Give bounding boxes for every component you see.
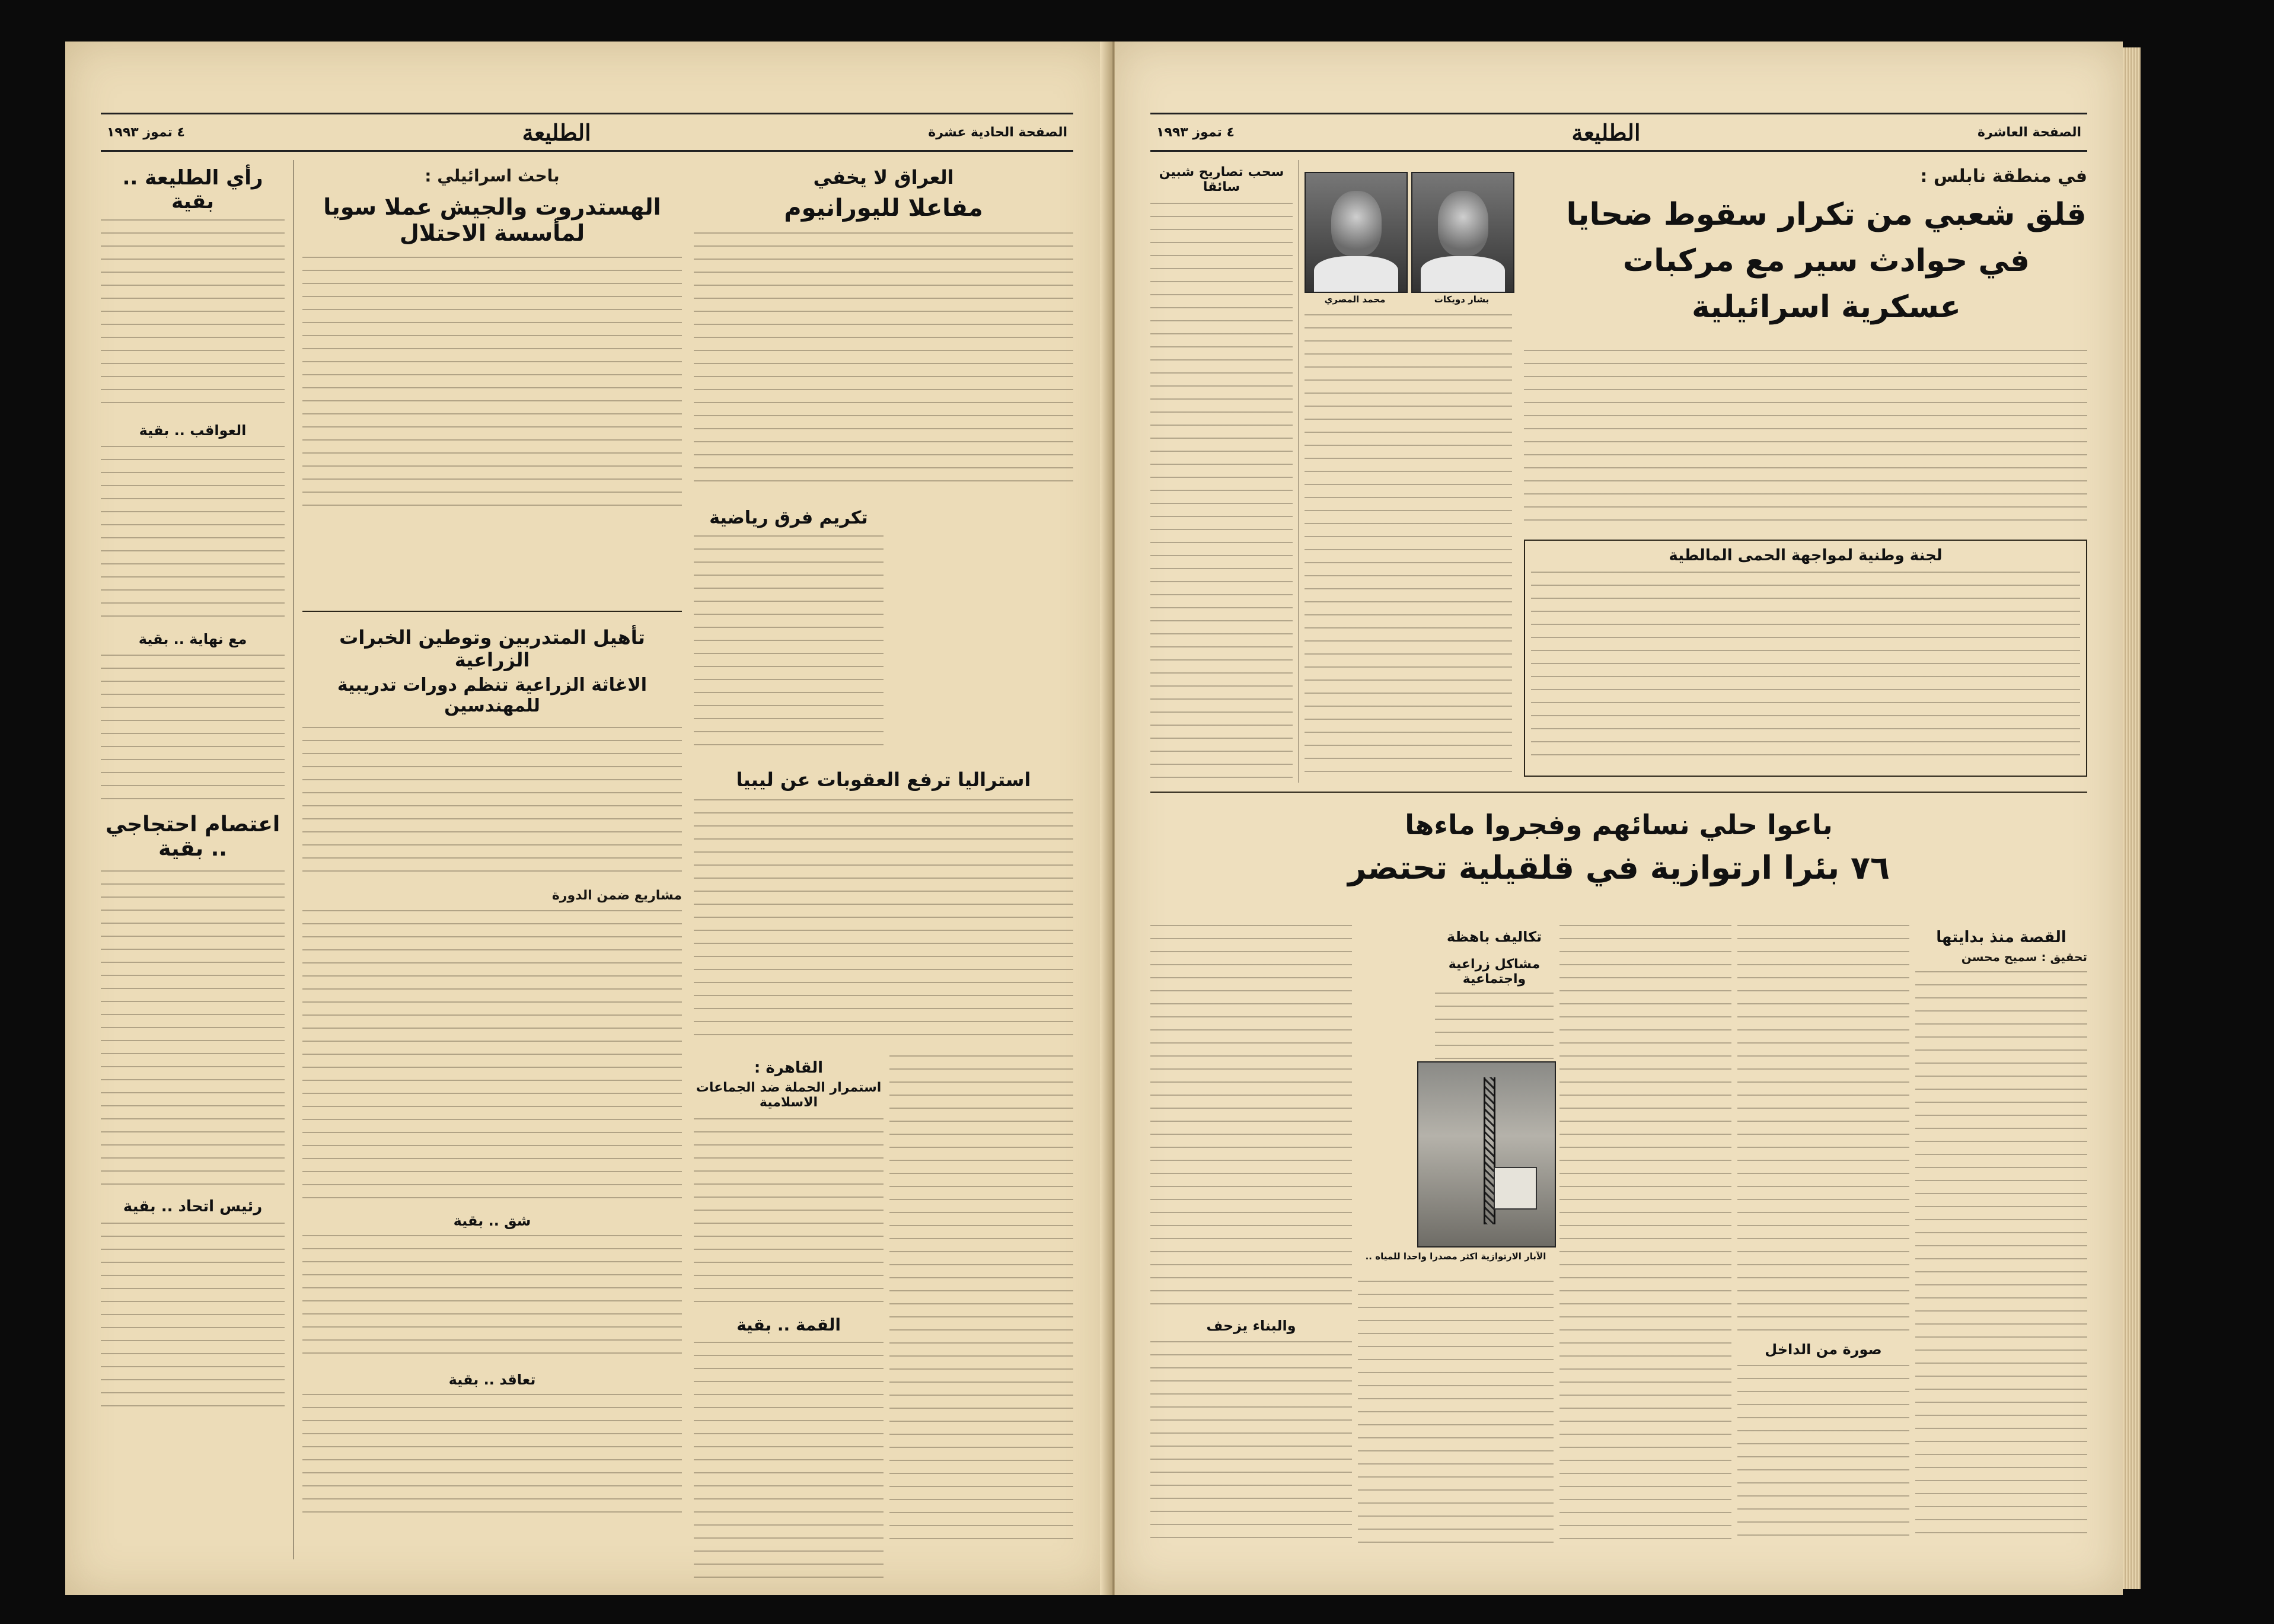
story-text-6 bbox=[1150, 1341, 1352, 1549]
building-creeps: والبناء يزحف bbox=[1206, 1317, 1296, 1334]
wells-rule bbox=[1150, 792, 2087, 793]
story-text-2 bbox=[1737, 925, 1909, 1334]
cairo-label: القاهرة : bbox=[754, 1059, 824, 1077]
cairo-headline: استمرار الحملة ضد الجماعات الاسلامية bbox=[696, 1080, 882, 1110]
nablus-kicker: في منطقة نابلس : bbox=[1920, 166, 2087, 187]
problems-title: مشاكل زراعية واجتماعية bbox=[1448, 957, 1541, 987]
nablus-text-b bbox=[1524, 350, 2087, 522]
right-page bbox=[1115, 42, 2123, 1595]
left-page bbox=[65, 42, 1109, 1595]
left-page-number: الصفحة الحادية عشرة bbox=[928, 125, 1067, 140]
story-text-4 bbox=[1559, 925, 1731, 1542]
inside-picture: صورة من الداخل bbox=[1765, 1341, 1882, 1358]
left-masthead: الطليعة bbox=[522, 119, 591, 146]
agri-projects: مشاريع ضمن الدورة bbox=[551, 888, 682, 903]
cairo-article bbox=[694, 1055, 884, 1559]
commentary-text-3 bbox=[101, 655, 285, 803]
story-col-left bbox=[1150, 925, 1352, 1553]
costs-title: تكاليف باهظة bbox=[1446, 929, 1542, 945]
right-masthead: الطليعة bbox=[1571, 119, 1641, 146]
right-columns bbox=[1150, 160, 2087, 1559]
right-page-number: الصفحة العاشرة bbox=[1978, 125, 2081, 140]
permits-sidebar bbox=[1150, 160, 1293, 783]
malta-fever-title: لجنة وطنية لمواجهة الحمى المالطية bbox=[1669, 547, 1943, 564]
nablus-headline: قلق شعبي من تكرار سقوط ضحايا في حوادث سير مع مركبات عسكرية اسرائيلية bbox=[1566, 197, 2087, 325]
commentary-text-4 bbox=[101, 870, 285, 1191]
story-author: تحقيق : سميح محسن bbox=[1961, 950, 2087, 964]
right-date: ٤ تموز ١٩٩٣ bbox=[1156, 125, 1235, 140]
story-text-1 bbox=[1915, 971, 2087, 1540]
page-edges bbox=[2123, 47, 2141, 1589]
commentary-text bbox=[101, 219, 285, 415]
agri-headline: تأهيل المتدربين وتوطين الخبرات الزراعية bbox=[339, 626, 645, 671]
story-start-column bbox=[1915, 925, 2087, 1553]
commentary-text-2 bbox=[101, 446, 285, 624]
israeli-text bbox=[302, 257, 682, 518]
commentary-column bbox=[101, 160, 285, 1559]
commentary-sub3: اعتصام احتجاجي .. بقية bbox=[105, 812, 280, 861]
australia-article bbox=[694, 765, 1073, 1049]
agri-rule bbox=[302, 611, 682, 612]
story-text-7 bbox=[1358, 1281, 1554, 1548]
photo-1-caption: محمد المصري bbox=[1324, 294, 1386, 305]
iraq-article bbox=[694, 160, 1073, 492]
newspaper-spread bbox=[65, 42, 2129, 1595]
well-tower-photo bbox=[1417, 1061, 1556, 1247]
agri-subhead: الاغاثة الزراعية تنظم دورات تدريبية للمهندسين bbox=[337, 675, 648, 716]
right-page-header bbox=[1150, 113, 2087, 152]
commentary-sub4: رئيس اتحاد .. بقية bbox=[123, 1198, 263, 1215]
photo-2-caption: بشار دويكات bbox=[1434, 294, 1490, 305]
iraq-kicker: العراق لا يخفي bbox=[813, 166, 954, 189]
left-date: ٤ تموز ١٩٩٣ bbox=[107, 125, 185, 140]
left-columns bbox=[101, 160, 1073, 1559]
nablus-text-a bbox=[1305, 314, 1512, 777]
israeli-kicker: باحث اسرائيلي : bbox=[425, 166, 560, 186]
taaqud-text bbox=[302, 1394, 682, 1513]
agri-text-2 bbox=[302, 910, 682, 1207]
shu-text bbox=[302, 1235, 682, 1365]
permits-text bbox=[1150, 203, 1293, 790]
australia-text bbox=[694, 799, 1073, 1036]
agri-text bbox=[302, 727, 682, 881]
iraq-text bbox=[694, 232, 1073, 493]
australia-headline: استراليا ترفع العقوبات عن ليبيا bbox=[736, 768, 1031, 791]
commentary-sub2: مع نهاية .. بقية bbox=[138, 631, 247, 647]
commentary-text-5 bbox=[101, 1223, 285, 1418]
agri-article bbox=[302, 623, 682, 1559]
photo-2 bbox=[1411, 172, 1514, 293]
cairo-text bbox=[694, 1118, 884, 1308]
permits-title: سحب تصاريح شبين سائقا bbox=[1159, 165, 1284, 194]
story-col-2 bbox=[1737, 925, 1909, 1553]
qimma-text bbox=[694, 1342, 884, 1579]
shu-continue: شق .. بقية bbox=[453, 1213, 531, 1229]
sports-article bbox=[694, 504, 884, 753]
photo-1 bbox=[1305, 172, 1408, 293]
wells-headline-block bbox=[1150, 800, 2087, 907]
misc-column bbox=[889, 1055, 1073, 1559]
commentary-sub1: العواقب .. بقية bbox=[139, 422, 247, 439]
nablus-text-left bbox=[1305, 314, 1512, 783]
left-page-header bbox=[101, 113, 1073, 152]
commentary-title: رأي الطليعة .. بقية bbox=[122, 166, 263, 213]
sports-headline: تكريم فرق رياضية bbox=[709, 508, 868, 528]
misc-text bbox=[889, 1055, 1073, 1548]
nablus-headline-block bbox=[1565, 160, 2087, 338]
israeli-headline: الهستدروت والجيش عملا سويا لمأسسة الاحتلال bbox=[323, 194, 661, 246]
iraq-headline: مفاعلا لليورانيوم bbox=[784, 194, 983, 222]
israeli-article bbox=[302, 160, 682, 492]
story-col-mid bbox=[1358, 1281, 1554, 1553]
story-col-3 bbox=[1559, 925, 1731, 1553]
malta-fever-box bbox=[1524, 540, 2087, 777]
story-title: القصة منذ بدايتها bbox=[1936, 929, 2066, 946]
nablus-text-main bbox=[1524, 350, 2087, 528]
malta-fever-text bbox=[1531, 572, 2080, 761]
sports-text bbox=[694, 535, 884, 749]
qimma-continue: القمة .. بقية bbox=[736, 1315, 841, 1335]
tower-caption: الآبار الارتوازية اكثر مصدرا واحدا للمياه .. bbox=[1365, 1251, 1546, 1262]
wells-headline: ٧٦ بئرا ارتوازية في قلقيلية تحتضر bbox=[1348, 849, 1890, 886]
story-text-3 bbox=[1737, 1365, 1909, 1543]
wells-kicker: باعوا حلي نسائهم وفجروا ماءها bbox=[1405, 809, 1833, 841]
taaqud-continue: تعاقد .. بقية bbox=[448, 1371, 536, 1388]
story-text-5 bbox=[1150, 925, 1352, 1310]
